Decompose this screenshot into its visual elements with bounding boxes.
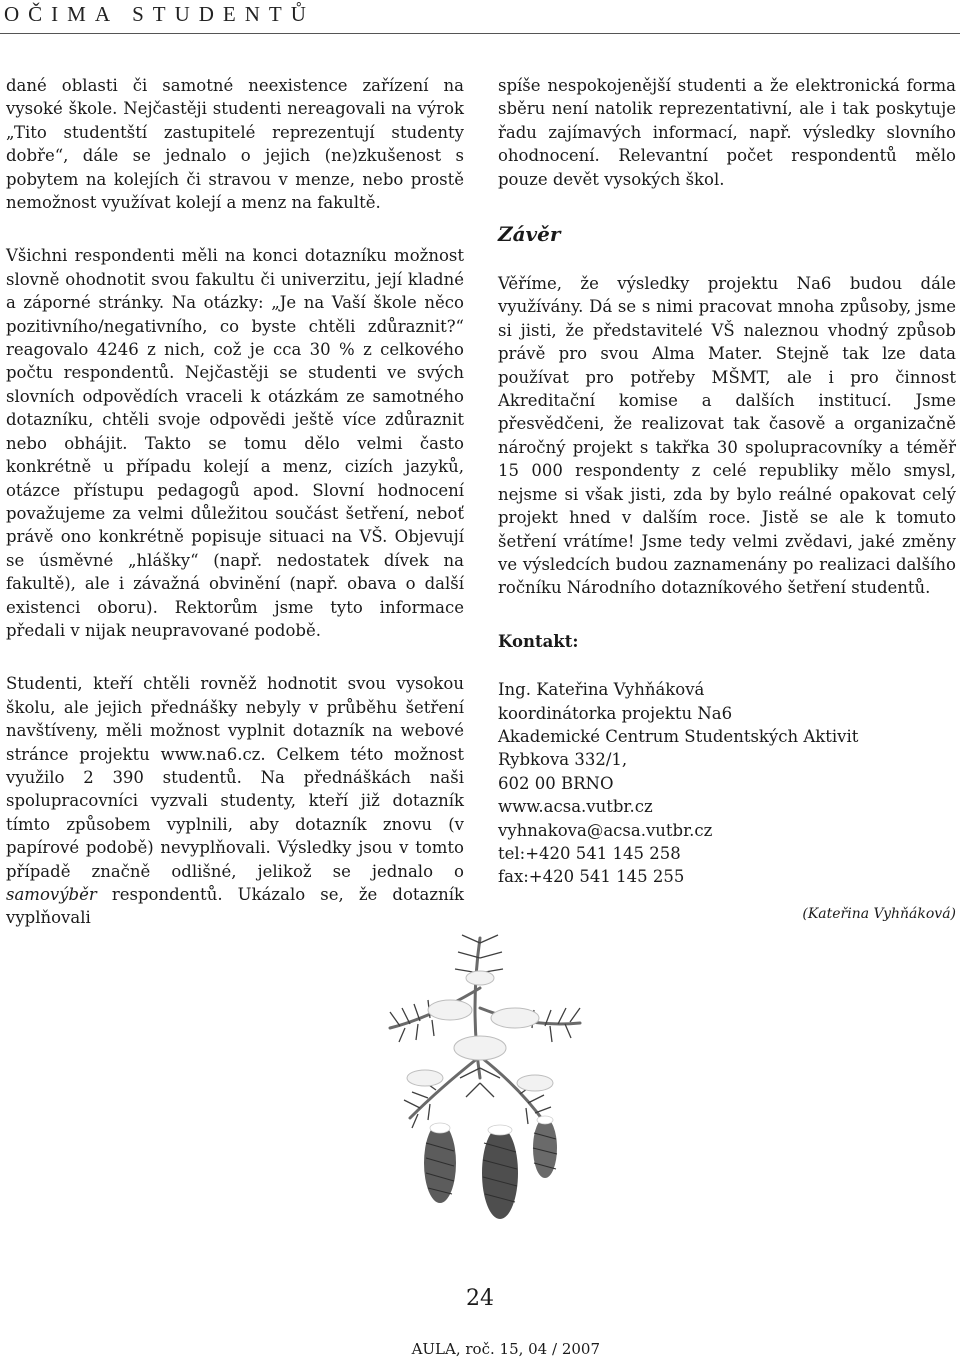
left-paragraph-3 — [6, 672, 464, 929]
running-title: OČIMA STUDENTŮ — [4, 2, 315, 26]
conclusion-heading: Závěr — [498, 222, 561, 247]
contact-website-link[interactable]: www.acsa.vutbr.cz — [498, 797, 653, 817]
contact-phone: tel:+420 541 145 258 — [498, 843, 681, 863]
christmas-pine-branch-icon — [330, 918, 630, 1230]
page-number: 24 — [466, 1286, 494, 1311]
footer-publication: AULA, roč. 15, 04 / 2007 — [411, 1340, 600, 1358]
contact-email-link[interactable]: vyhnakova@acsa.vutbr.cz — [498, 820, 713, 840]
contact-organization: Akademické Centrum Studentských Aktivit — [498, 726, 859, 746]
contact-role: koordinátorka projektu Na6 — [498, 703, 733, 723]
left-paragraph-3-italic: samovýběr — [6, 885, 97, 904]
author-signature: (Kateřina Vyhňáková) — [802, 906, 956, 922]
contact-fax: fax:+420 541 145 255 — [498, 867, 685, 887]
left-column — [6, 74, 464, 930]
left-paragraph-2: Všichni respondenti měli na konci dotazníku možnost slovně ohodnotit svou fakultu či univerzitu, její kladné a záporné stránky. Na otázky: „Je na Vaší škole něco pozitivního/negativního, co byste chtěli zdůraznit?“ reagovalo 4246 z nich, což je cca 30 % z celkového počtu respondentů. Nejčastěji se studenti ve svých slovních odpovědích vraceli k otázkám ze samotného dotazníku, chtěli svoje odpovědi ještě více zdůraznit nebo obhájit. Takto se tomu dělo velmi často konkrétně u případu kolejí a menz, cizích jazyků, otázce přístupu pedagogů apod. Slovní hodnocení považujeme za velmi důležitou součást šetření, neboť právě ono konkrétně popisuje situaci na VŠ. Objevují se úsměvné „hlášky“ (např. nedostatek dívek na fakultě), ale i závažná obvinění (např. obava o další existenci oboru). Rektorům jsme tyto informace předali v nijak neupravované podobě. — [6, 246, 464, 640]
left-paragraph-1: dané oblasti či samotné neexistence zařízení na vysoké škole. Nejčastěji studenti nereagovali na výrok „Tito studentští zastupitelé reprezentují studenty dobře“, dále se jednalo o jejich (ne)zkušenost s pobytem na kolejích či stravou v menze, nebo prostě nemožnost využívat kolejí a menz na fakultě. — [6, 76, 464, 213]
contact-block — [498, 678, 956, 889]
right-paragraph-1: spíše nespokojenější studenti a že elektronická forma sběru není natolik reprezentativní, ale i tak poskytuje řadu zajímavých informací, např. výsledky slovního ohodnocení. Relevantní počet respondentů mělo pouze devět vysokých škol. — [498, 76, 956, 189]
header-rule — [0, 33, 960, 34]
left-paragraph-3-start: Studenti, kteří chtěli rovněž hodnotit svou vysokou školu, ale jejich přednášky nebyly v průběhu šetření navštíveny, měli možnost vyplnit dotazník na webové stránce projektu www.na6.cz. Celkem této možnost využilo 2 390 studentů. Na přednáškách naši spolupracovníci vyzvali studenty, kteří již dotazník tímto způsobem vyplnili, aby dotazník znovu (v papírové podobě) nevyplňovali. Výsledky jsou v tomto případě značně odlišné, jelikož se jednalo o — [6, 674, 464, 881]
right-column — [498, 74, 956, 889]
conclusion-paragraph: Věříme, že výsledky projektu Na6 budou dále využívány. Dá se s nimi pracovat mnoha způsoby, jsme si jisti, že představitelé VŠ naleznou vhodný způsob právě pro svou Alma Mater. Stejně tak lze data používat pro potřeby MŠMT, ale i pro činnost Akreditační komise a dalších institucí. Jsme přesvědčeni, že realizovat tak časově a organizačně náročný projekt s takřka 30 spolupracovníky a téměř 15 000 respondenty z celé republiky mělo smysl, nejsme si však jisti, zda by bylo reálné opakovat celý projekt hned v dalším roce. Jistě se ale k tomuto šetření vrátíme! Jsme tedy velmi zvědavi, jaké změny ve výsledcích budou zaznamenány po realizaci dalšího ročníku Národního dotazníkového šetření studentů. — [498, 274, 956, 598]
contact-heading: Kontakt: — [498, 631, 579, 651]
contact-name: Ing. Kateřina Vyhňáková — [498, 680, 705, 700]
contact-city: 602 00 BRNO — [498, 773, 614, 793]
left-paragraph-3-end: respondentů. Ukázalo se, že dotazník vyplňovali — [6, 885, 464, 928]
contact-street: Rybkova 332/1, — [498, 750, 628, 770]
